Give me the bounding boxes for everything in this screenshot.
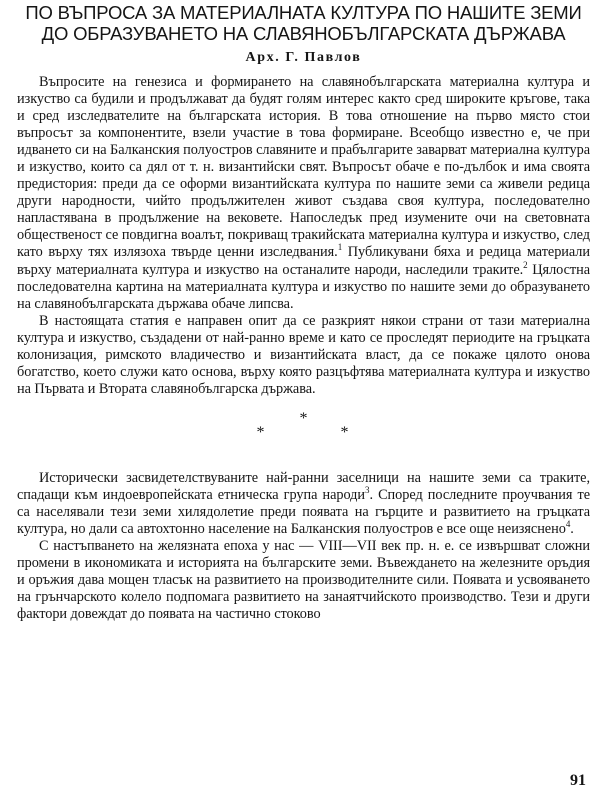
footnote-ref-1: 1 <box>337 242 343 253</box>
author-name: Арх. Г. Павлов <box>245 50 362 65</box>
paragraph-3-text-b: . Според последните проучвания те са населявали тези земи хилядолетие преди появата на гърците и развитието на гръцката култура, но дали са автохтонно население на Балканския полуостров е все още неизяснено <box>17 486 590 538</box>
article-title <box>17 2 590 44</box>
separator-star-right: * <box>340 423 349 441</box>
paragraph-2: В настоящата статия е направен опит да се разкрият някои страни от тази материална култура и изкуство, създадени от най-ранно време и като се проследят периодите на гръцката колонизация, римското владичество и византийската власт, да се покаже цялото онова богатство, което служи като основа, върху която разцъфтява материалната култура и изкуство на Първата и Втората славянобългарска държава. <box>17 312 590 397</box>
separator-star-left: * <box>256 423 265 441</box>
separator-star-top: * <box>299 409 308 427</box>
title-line-1: ПО ВЪПРОСА ЗА МАТЕРИАЛНАТА КУЛТУРА ПО НАШИТЕ ЗЕМИ <box>25 2 582 23</box>
paragraph-3 <box>17 470 590 538</box>
section-separator <box>17 410 590 448</box>
title-line-2: ДО ОБРАЗУВАНЕТО НА СЛАВЯНОБЪЛГАРСКАТА ДЪРЖАВА <box>41 23 566 44</box>
paragraph-3-text-c: . <box>570 521 574 538</box>
paragraph-1-text-c: Цялостна последователна картина на материалната култура и изкуство по нашите земи до образуването на славянобългарската държава обаче липсва. <box>17 261 590 312</box>
footnote-ref-2: 2 <box>523 259 528 270</box>
paragraph-1-text-a: Въпросите на генезиса и формирането на славянобългарската материална култура и изкуство са будили и продължават да будят голям интерес както сред широките кръгове, така и сред изследвателите на българската история. В това отношение на първо място стои въпросът за компонентите, взели участие в това формиране. Всеобщо известно е, че при идването си на Балканския полуостров славяните и прабългарите заварват материална култура и изкуство, които са дял от т. н. византийски свят. Въпросът обаче е по-дълбок и има своята предистория: преди да се оформи византийската култура по нашите земи са живели редица други народности, чийто продължителен живот създава своя култура, последователно напластявана в продължение на вековете. Напоследък пред изумените очи на световната общественост се повдигна воалът, покриващ тракийската материална култура и изкуство, след като върху тях излязоха твърде ценни изследвания. <box>17 74 590 261</box>
paragraph-4: С настъпването на желязната епоха у нас — VIII—VII век пр. н. е. се извършват сложни промени в икономиката и историята на българските земи. Въвеждането на железните оръдия и оръжия дава мощен тласък на развитието на производителните сили. Появата и усвояването на грънчарското колело подпомага развитието на занаятчийското производство. Тези и други фактори довеждат до появата на частично стоково <box>17 538 590 623</box>
footnote-ref-4: 4 <box>565 519 571 530</box>
paragraph-1-text-b: Публикувани бяха и редица материали върху материалната култура и изкуство на останалите народи, наследили траките. <box>17 244 590 278</box>
page-number: 91 <box>570 772 586 789</box>
article-body <box>17 74 590 623</box>
paragraph-1 <box>17 74 590 313</box>
footnote-ref-3: 3 <box>364 485 370 496</box>
paragraph-3-text-a: Исторически засвидетелствуваните най-ранни заселници на нашите земи са траките, спадащи към индоевропейската етническа група народи <box>17 469 590 503</box>
